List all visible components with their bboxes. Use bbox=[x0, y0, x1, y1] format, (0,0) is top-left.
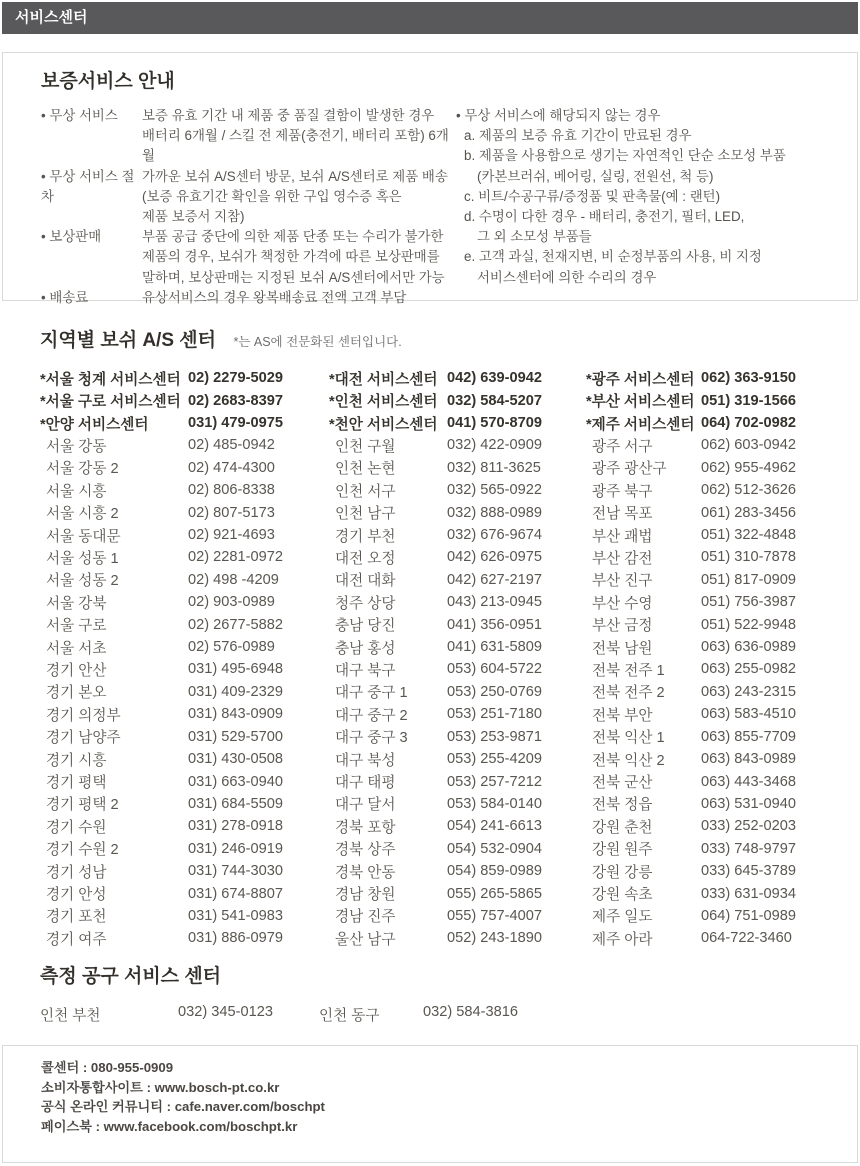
exclusion-line: a. 제품의 보증 유효 기간이 만료된 경우 bbox=[464, 128, 692, 144]
service-center-phone: 02) 576-0989 bbox=[188, 639, 275, 656]
service-center-name: *서울 구로 서비스센터 bbox=[40, 394, 181, 411]
service-center-name: 경기 성남 bbox=[46, 864, 107, 881]
service-center-phone: 031) 674-8807 bbox=[188, 885, 283, 902]
service-center-row bbox=[586, 681, 834, 703]
service-center-name: 경기 여주 bbox=[46, 931, 107, 948]
service-center-row bbox=[586, 860, 834, 882]
service-center-name: 경기 평택 2 bbox=[46, 797, 119, 814]
as-center-column-2 bbox=[329, 367, 586, 950]
service-center-name: 경기 수원 bbox=[46, 819, 107, 836]
exclusion-line: (카본브러쉬, 베어링, 실링, 전원선, 척 등) bbox=[477, 168, 714, 184]
service-center-row bbox=[40, 569, 329, 591]
service-center-name: 대구 중구 3 bbox=[335, 730, 408, 747]
warranty-item-label: • 무상 서비스 bbox=[41, 108, 118, 123]
service-center-phone: 031) 529-5700 bbox=[188, 728, 283, 745]
service-center-name: 서울 성동 1 bbox=[46, 550, 119, 567]
page-header bbox=[2, 2, 858, 34]
service-center-row bbox=[586, 703, 834, 725]
service-center-row bbox=[40, 479, 329, 501]
service-center-name: 전북 군산 bbox=[592, 775, 653, 792]
warranty-item-line: 가까운 보쉬 A/S센터 방문, 보쉬 A/S센터로 제품 배송 bbox=[142, 168, 448, 184]
service-center-row bbox=[329, 389, 586, 411]
warranty-exclusions bbox=[456, 106, 827, 308]
service-center-phone: 054) 241-6613 bbox=[447, 818, 542, 835]
service-center-name: 경남 진주 bbox=[335, 909, 396, 926]
service-center-row bbox=[40, 546, 329, 568]
as-center-columns bbox=[40, 367, 834, 950]
service-center-name: 경기 부천 bbox=[335, 528, 396, 545]
service-center-row bbox=[329, 613, 586, 635]
service-center-phone: 055) 757-4007 bbox=[447, 907, 542, 924]
service-center-phone: 054) 859-0989 bbox=[447, 863, 542, 880]
service-center-name: 부산 금정 bbox=[592, 618, 653, 635]
service-center-phone: 032) 888-0989 bbox=[447, 504, 542, 521]
warranty-item bbox=[41, 106, 456, 167]
service-center-row bbox=[329, 546, 586, 568]
warranty-item-line: 유상서비스의 경우 왕복배송료 전액 고객 부담 bbox=[142, 289, 407, 305]
service-center-row bbox=[586, 367, 834, 389]
service-center-name: 경기 안성 bbox=[46, 887, 107, 904]
service-center-phone: 033) 252-0203 bbox=[701, 818, 796, 835]
service-center-phone: 042) 639-0942 bbox=[447, 370, 542, 387]
exclusion-line: 그 외 소모성 부품들 bbox=[477, 229, 592, 245]
service-center-row bbox=[40, 524, 329, 546]
service-center-phone: 063) 583-4510 bbox=[701, 706, 796, 723]
service-center-row bbox=[329, 367, 586, 389]
service-center-row bbox=[40, 927, 329, 949]
service-center-name: 경기 본오 bbox=[46, 685, 107, 702]
service-center-name: 대구 중구 1 bbox=[335, 685, 408, 702]
service-center-phone: 031) 744-3030 bbox=[188, 863, 283, 880]
service-center-row bbox=[40, 501, 329, 523]
service-center-name: 인천 서구 bbox=[335, 483, 396, 500]
service-center-row bbox=[586, 479, 834, 501]
service-center-name: 서울 서초 bbox=[46, 640, 107, 657]
service-center-row bbox=[329, 927, 586, 949]
service-center-phone: 064) 751-0989 bbox=[701, 907, 796, 924]
service-center-row bbox=[40, 860, 329, 882]
service-center-name: 전남 목포 bbox=[592, 506, 653, 523]
footer-lines bbox=[41, 1058, 857, 1136]
service-center-phone: 02) 485-0942 bbox=[188, 437, 275, 454]
exclusions-title: • 무상 서비스에 해당되지 않는 경우 bbox=[456, 108, 661, 123]
service-center-row bbox=[40, 838, 329, 860]
service-center-phone: 02) 903-0989 bbox=[188, 594, 275, 611]
service-center-name: 강원 원주 bbox=[592, 842, 653, 859]
service-center-phone: 02) 806-8338 bbox=[188, 482, 275, 499]
service-center-phone: 031) 246-0919 bbox=[188, 840, 283, 857]
service-center-row bbox=[329, 501, 586, 523]
measuring-heading: 측정 공구 서비스 센터 bbox=[40, 966, 222, 987]
service-center-name: 대구 북구 bbox=[335, 662, 396, 679]
warranty-items bbox=[41, 106, 456, 308]
exclusion-line: 서비스센터에 의한 수리의 경우 bbox=[477, 269, 657, 285]
service-center-row bbox=[40, 434, 329, 456]
service-center-name: 서울 동대문 bbox=[46, 528, 121, 545]
service-center-phone: 053) 604-5722 bbox=[447, 661, 542, 678]
service-center-name: 전북 익산 2 bbox=[592, 752, 665, 769]
service-center-phone: 053) 251-7180 bbox=[447, 706, 542, 723]
warranty-item-line: 배터리 6개월 / 스킬 전 제품(충전기, 배터리 포함) 6개월 bbox=[142, 128, 449, 164]
service-center-phone: 062) 955-4962 bbox=[701, 459, 796, 476]
service-center-phone: 032) 811-3625 bbox=[447, 459, 541, 476]
exclusion-line: e. 고객 과실, 천재지변, 비 순정부품의 사용, 비 지정 bbox=[464, 249, 762, 265]
service-center-row bbox=[586, 838, 834, 860]
service-center-name: *제주 서비스센터 bbox=[586, 416, 695, 433]
service-center-name: 부산 괘법 bbox=[592, 528, 653, 545]
measuring-row bbox=[40, 1004, 820, 1025]
service-center-phone: 063) 443-3468 bbox=[701, 773, 796, 790]
regional-heading: 지역별 보쉬 A/S 센터 bbox=[40, 330, 216, 351]
service-center-row bbox=[329, 703, 586, 725]
service-center-name: 서울 강동 2 bbox=[46, 461, 119, 478]
service-center-phone: 041) 631-5809 bbox=[447, 639, 542, 656]
service-center-row bbox=[40, 613, 329, 635]
service-center-name: 경기 포천 bbox=[46, 909, 107, 926]
service-center-row bbox=[329, 457, 586, 479]
exclusion-line: c. 비트/수공구류/증정품 및 판촉물(예 : 랜턴) bbox=[464, 188, 721, 204]
service-center-name: *천안 서비스센터 bbox=[329, 416, 438, 433]
service-center-phone: 032) 565-0922 bbox=[447, 482, 542, 499]
service-center-name: 전북 정읍 bbox=[592, 797, 653, 814]
service-center-phone: 053) 257-7212 bbox=[447, 773, 542, 790]
service-center-phone: 042) 627-2197 bbox=[447, 571, 542, 588]
service-center-name: 강원 속초 bbox=[592, 887, 653, 904]
service-center-phone: 041) 570-8709 bbox=[447, 415, 542, 432]
service-center-name: 경북 안동 bbox=[335, 864, 396, 881]
service-center-phone: 02) 2279-5029 bbox=[188, 370, 283, 387]
service-center-name: 인천 남구 bbox=[335, 506, 396, 523]
service-center-phone: 052) 243-1890 bbox=[447, 930, 542, 947]
service-center-name: 부산 수영 bbox=[592, 595, 653, 612]
service-center-name: 대구 태평 bbox=[335, 775, 396, 792]
footer-line: 콜센터 : 080-955-0909 bbox=[41, 1060, 174, 1075]
service-center-row bbox=[586, 927, 834, 949]
service-center-name: 전북 부안 bbox=[592, 707, 653, 724]
service-center-name: 대전 대화 bbox=[335, 573, 396, 590]
service-center-phone: 031) 843-0909 bbox=[188, 706, 283, 723]
service-center-phone: 032) 584-5207 bbox=[447, 392, 542, 409]
service-center-phone: 064) 702-0982 bbox=[701, 415, 796, 432]
service-center-phone: 051) 756-3987 bbox=[701, 594, 796, 611]
service-center-row bbox=[586, 457, 834, 479]
service-center-name: 서울 시흥 bbox=[46, 483, 107, 500]
service-center-phone: 063) 843-0989 bbox=[701, 751, 796, 768]
service-center-row bbox=[40, 658, 329, 680]
service-center-name: 부산 감전 bbox=[592, 550, 653, 567]
service-center-row bbox=[586, 613, 834, 635]
service-center-phone: 031) 886-0979 bbox=[188, 930, 283, 947]
service-center-row bbox=[40, 748, 329, 770]
service-center-name: 광주 광산구 bbox=[592, 461, 667, 478]
warranty-item-line: 부품 공급 중단에 의한 제품 단종 또는 수리가 불가한 bbox=[142, 229, 444, 245]
service-center-phone: 063) 531-0940 bbox=[701, 795, 796, 812]
service-center-row bbox=[40, 882, 329, 904]
service-center-name: *인천 서비스센터 bbox=[329, 394, 438, 411]
service-center-row bbox=[329, 770, 586, 792]
service-center-name: *광주 서비스센터 bbox=[586, 371, 695, 388]
service-center-row bbox=[586, 524, 834, 546]
service-center-row bbox=[40, 905, 329, 927]
service-center-name: 충남 당진 bbox=[335, 618, 396, 635]
service-center-row bbox=[40, 457, 329, 479]
service-center-phone: 041) 356-0951 bbox=[447, 616, 542, 633]
measuring-center-phone: 032) 584-3816 bbox=[423, 1004, 518, 1020]
service-center-phone: 02) 474-4300 bbox=[188, 459, 275, 476]
warranty-item-label: • 보상판매 bbox=[41, 229, 102, 245]
service-center-row bbox=[329, 591, 586, 613]
service-center-row bbox=[329, 882, 586, 904]
service-center-row bbox=[586, 636, 834, 658]
service-center-phone: 02) 2281-0972 bbox=[188, 549, 283, 566]
service-center-name: 제주 아라 bbox=[592, 931, 653, 948]
warranty-item-label: • 무상 서비스 절차 bbox=[41, 168, 135, 204]
warranty-heading: 보증서비스 안내 bbox=[41, 71, 175, 92]
warranty-item bbox=[41, 167, 456, 228]
service-center-row bbox=[329, 838, 586, 860]
service-center-phone: 054) 532-0904 bbox=[447, 840, 542, 857]
service-center-phone: 062) 603-0942 bbox=[701, 437, 796, 454]
service-center-phone: 064-722-3460 bbox=[701, 930, 792, 947]
service-center-row bbox=[586, 882, 834, 904]
service-center-phone: 043) 213-0945 bbox=[447, 594, 542, 611]
service-center-name: 대구 중구 2 bbox=[335, 707, 408, 724]
warranty-item-line: 보증 유효 기간 내 제품 중 품질 결함이 발생한 경우 bbox=[142, 108, 435, 123]
service-center-phone: 063) 855-7709 bbox=[701, 728, 796, 745]
service-center-name: 대전 오정 bbox=[335, 550, 396, 567]
service-center-phone: 02) 498 -4209 bbox=[188, 571, 279, 588]
service-center-row bbox=[586, 389, 834, 411]
warranty-item-label: • 배송료 bbox=[41, 289, 89, 305]
service-center-phone: 053) 255-4209 bbox=[447, 751, 542, 768]
service-center-name: 서울 성동 2 bbox=[46, 573, 119, 590]
service-center-name: 강원 강릉 bbox=[592, 864, 653, 881]
service-center-phone: 033) 645-3789 bbox=[701, 863, 796, 880]
service-center-name: 울산 남구 bbox=[335, 931, 396, 948]
footer-line: 공식 온라인 커뮤니티 : cafe.naver.com/boschpt bbox=[41, 1099, 325, 1115]
service-center-row bbox=[329, 434, 586, 456]
service-center-phone: 055) 265-5865 bbox=[447, 885, 542, 902]
service-center-name: 서울 시흥 2 bbox=[46, 506, 119, 523]
service-center-phone: 063) 243-2315 bbox=[701, 683, 796, 700]
service-center-phone: 063) 636-0989 bbox=[701, 639, 796, 656]
service-center-name: 광주 서구 bbox=[592, 438, 653, 455]
service-center-name: *안양 서비스센터 bbox=[40, 416, 149, 433]
service-center-name: 청주 상당 bbox=[335, 595, 396, 612]
service-center-row bbox=[329, 569, 586, 591]
service-center-name: 대구 달서 bbox=[335, 797, 396, 814]
service-center-name: 전북 남원 bbox=[592, 640, 653, 657]
service-center-phone: 031) 684-5509 bbox=[188, 795, 283, 812]
service-center-row bbox=[329, 905, 586, 927]
service-center-row bbox=[586, 770, 834, 792]
service-center-phone: 051) 322-4848 bbox=[701, 527, 796, 544]
service-center-name: *서울 청계 서비스센터 bbox=[40, 371, 181, 388]
warranty-item bbox=[41, 227, 456, 288]
measuring-center-name: 인천 동구 bbox=[319, 1008, 380, 1024]
warranty-item-line: (보증 유효기간 확인을 위한 구입 영수증 혹은 bbox=[142, 188, 402, 204]
warranty-item-line: 말하며, 보상판매는 지정된 보쉬 A/S센터에서만 가능 bbox=[142, 269, 445, 285]
service-center-row bbox=[40, 703, 329, 725]
warranty-item-line: 제품의 경우, 보쉬가 책정한 가격에 따른 보상판매를 bbox=[142, 249, 440, 265]
service-center-phone: 031) 663-0940 bbox=[188, 773, 283, 790]
measuring-center-phone: 032) 345-0123 bbox=[178, 1004, 273, 1020]
service-center-row bbox=[586, 793, 834, 815]
service-center-phone: 031) 479-0975 bbox=[188, 415, 283, 432]
service-center-name: 제주 일도 bbox=[592, 909, 653, 926]
service-center-phone: 053) 253-9871 bbox=[447, 728, 542, 745]
service-center-row bbox=[586, 658, 834, 680]
regional-heading-row bbox=[40, 325, 834, 352]
service-center-row bbox=[329, 658, 586, 680]
service-center-row bbox=[40, 770, 329, 792]
service-center-phone: 031) 430-0508 bbox=[188, 751, 283, 768]
service-center-phone: 062) 363-9150 bbox=[701, 370, 796, 387]
service-center-name: 경북 포항 bbox=[335, 819, 396, 836]
service-center-row bbox=[329, 524, 586, 546]
service-center-phone: 053) 250-0769 bbox=[447, 683, 542, 700]
service-center-phone: 051) 817-0909 bbox=[701, 571, 796, 588]
service-center-phone: 063) 255-0982 bbox=[701, 661, 796, 678]
service-center-phone: 033) 748-9797 bbox=[701, 840, 796, 857]
as-center-column-3 bbox=[586, 367, 834, 950]
service-center-name: 경기 평택 bbox=[46, 775, 107, 792]
service-center-row bbox=[586, 501, 834, 523]
service-center-row bbox=[40, 815, 329, 837]
service-center-name: 경기 남양주 bbox=[46, 730, 121, 747]
service-center-row bbox=[586, 815, 834, 837]
warranty-item-text bbox=[142, 227, 456, 288]
service-center-row bbox=[329, 726, 586, 748]
service-center-row bbox=[586, 569, 834, 591]
service-center-name: *부산 서비스센터 bbox=[586, 394, 695, 411]
service-center-name: 전북 전주 1 bbox=[592, 662, 665, 679]
service-center-row bbox=[586, 434, 834, 456]
service-center-row bbox=[329, 793, 586, 815]
service-center-row bbox=[586, 748, 834, 770]
service-center-row bbox=[586, 726, 834, 748]
service-center-phone: 051) 310-7878 bbox=[701, 549, 796, 566]
service-center-row bbox=[40, 793, 329, 815]
measuring-tool-section bbox=[40, 961, 820, 1025]
service-center-phone: 02) 2683-8397 bbox=[188, 392, 283, 409]
exclusion-line: b. 제품을 사용함으로 생기는 자연적인 단순 소모성 부품 bbox=[464, 148, 786, 164]
service-center-row bbox=[329, 412, 586, 434]
service-center-phone: 032) 422-0909 bbox=[447, 437, 542, 454]
service-center-phone: 033) 631-0934 bbox=[701, 885, 796, 902]
service-center-name: 서울 강북 bbox=[46, 595, 107, 612]
service-center-name: 대구 북성 bbox=[335, 752, 396, 769]
service-center-name: 서울 구로 bbox=[46, 618, 107, 635]
service-center-phone: 031) 495-6948 bbox=[188, 661, 283, 678]
service-center-row bbox=[329, 636, 586, 658]
exclusion-line: d. 수명이 다한 경우 - 배터리, 충전기, 필터, LED, bbox=[464, 209, 745, 225]
service-center-name: 인천 구월 bbox=[335, 438, 396, 455]
service-center-row bbox=[40, 591, 329, 613]
footer-line: 소비자통합사이트 : www.bosch-pt.co.kr bbox=[41, 1079, 280, 1095]
service-center-row bbox=[329, 860, 586, 882]
regional-note: *는 AS에 전문화된 센터입니다. bbox=[233, 335, 402, 349]
warranty-item-text bbox=[142, 106, 456, 167]
service-center-name: 경기 의정부 bbox=[46, 707, 121, 724]
page-title: 서비스센터 bbox=[15, 9, 88, 26]
service-center-row bbox=[329, 748, 586, 770]
service-center-phone: 02) 921-4693 bbox=[188, 527, 275, 544]
service-center-row bbox=[40, 681, 329, 703]
service-center-row bbox=[329, 681, 586, 703]
service-center-name: 경기 안산 bbox=[46, 662, 107, 679]
service-center-phone: 031) 278-0918 bbox=[188, 818, 283, 835]
service-center-phone: 031) 541-0983 bbox=[188, 907, 283, 924]
service-center-phone: 032) 676-9674 bbox=[447, 527, 542, 544]
service-center-row bbox=[586, 546, 834, 568]
service-center-row bbox=[329, 479, 586, 501]
service-center-row bbox=[586, 412, 834, 434]
service-center-phone: 062) 512-3626 bbox=[701, 482, 796, 499]
service-center-name: 전북 전주 2 bbox=[592, 685, 665, 702]
service-center-row bbox=[40, 636, 329, 658]
service-center-row bbox=[40, 726, 329, 748]
service-center-name: *대전 서비스센터 bbox=[329, 371, 438, 388]
service-center-row bbox=[329, 815, 586, 837]
service-center-name: 경기 시흥 bbox=[46, 752, 107, 769]
service-center-name: 경기 수원 2 bbox=[46, 842, 119, 859]
service-center-name: 광주 북구 bbox=[592, 483, 653, 500]
warranty-item-text bbox=[142, 167, 456, 228]
service-center-phone: 051) 522-9948 bbox=[701, 616, 796, 633]
service-center-name: 서울 강동 bbox=[46, 438, 107, 455]
service-center-phone: 051) 319-1566 bbox=[701, 392, 796, 409]
service-center-name: 부산 진구 bbox=[592, 573, 653, 590]
service-center-name: 충남 홍성 bbox=[335, 640, 396, 657]
service-center-phone: 042) 626-0975 bbox=[447, 549, 542, 566]
service-center-row bbox=[586, 905, 834, 927]
warranty-item-line: 제품 보증서 지참) bbox=[142, 209, 245, 225]
service-center-phone: 02) 807-5173 bbox=[188, 504, 275, 521]
service-center-row bbox=[40, 367, 329, 389]
service-center-phone: 061) 283-3456 bbox=[701, 504, 796, 521]
service-center-phone: 031) 409-2329 bbox=[188, 683, 283, 700]
service-center-name: 인천 논현 bbox=[335, 461, 396, 478]
footer-line: 페이스북 : www.facebook.com/boschpt.kr bbox=[41, 1118, 298, 1134]
service-center-row bbox=[586, 591, 834, 613]
as-center-column-1 bbox=[40, 367, 329, 950]
regional-as-section bbox=[2, 302, 858, 950]
service-center-row bbox=[40, 389, 329, 411]
service-center-phone: 02) 2677-5882 bbox=[188, 616, 283, 633]
service-center-name: 경북 상주 bbox=[335, 842, 396, 859]
service-center-row bbox=[40, 412, 329, 434]
service-center-phone: 053) 584-0140 bbox=[447, 795, 542, 812]
warranty-section bbox=[2, 52, 858, 305]
footer-contact-section bbox=[2, 1045, 858, 1163]
warranty-columns bbox=[41, 106, 827, 308]
service-center-name: 강원 춘천 bbox=[592, 819, 653, 836]
measuring-center-name: 인천 부천 bbox=[40, 1008, 101, 1024]
service-center-name: 경남 창원 bbox=[335, 887, 396, 904]
service-center-name: 전북 익산 1 bbox=[592, 730, 665, 747]
